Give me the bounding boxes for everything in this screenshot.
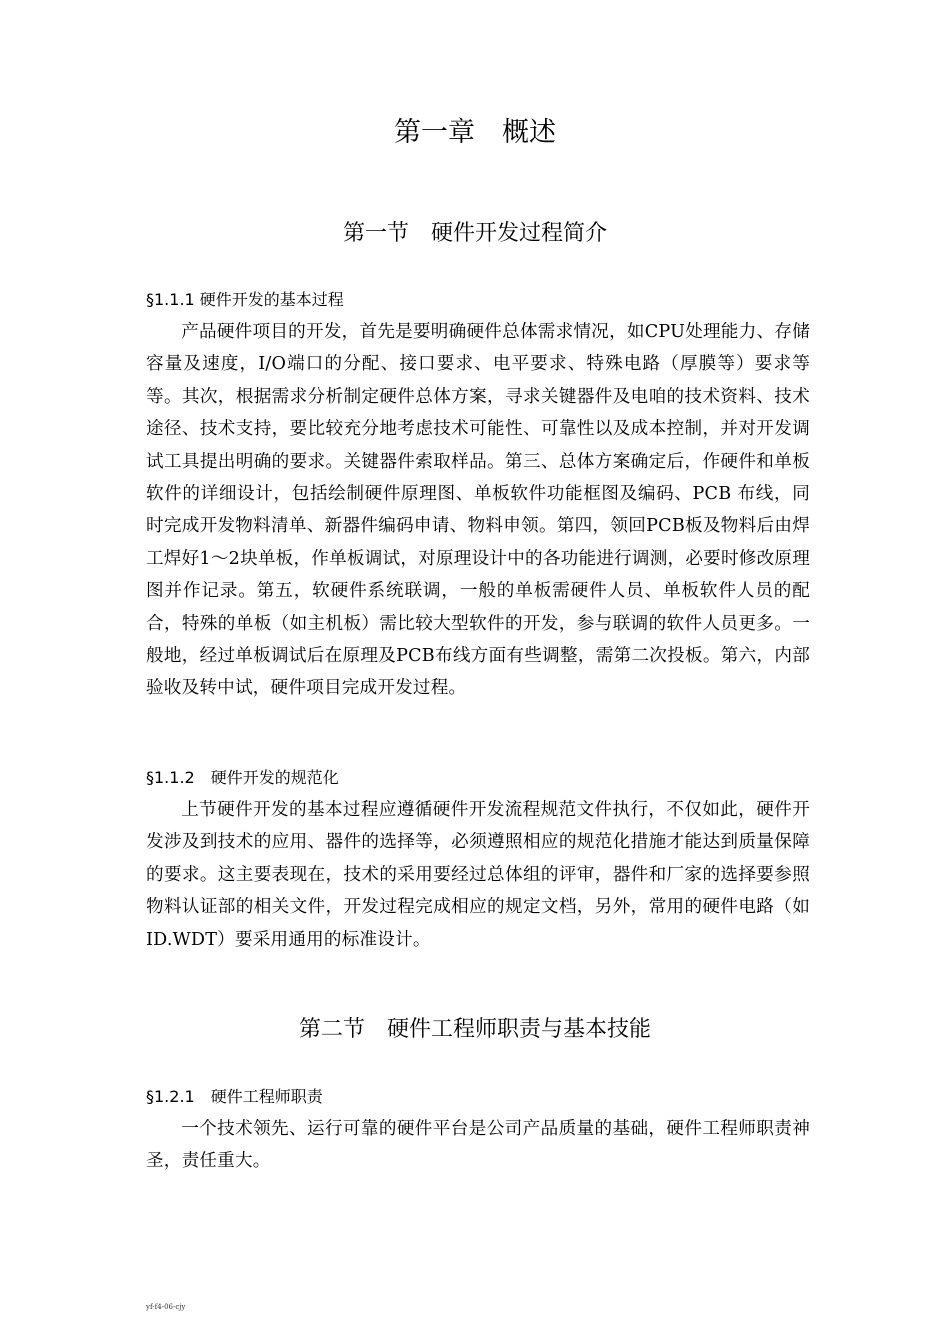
section-title-1: 第一节 硬件开发过程简介 [342, 221, 607, 246]
subsection-heading-1-2-1: §1.2.1 硬件工程师职责 [146, 1087, 323, 1106]
paragraph-1-1-2: 上节硬件开发的基本过程应遵循硬件开发流程规范文件执行，不仅如此，硬件开发涉及到技术的应用、器件的选择等，必须遵照相应的规范化措施才能达到质量保障的要求。这主要表现在，技术的采用要经过总体组的评审，器件和厂家的选择要参照物料认证部的相关文件，开发过程完成相应的规定文档，另外，常用的硬件电路（如ID.WDT）要采用通用的标准设计。 [146, 800, 810, 950]
chapter-title: 第一章 概述 [394, 117, 556, 148]
section-title-2: 第二节 硬件工程师职责与基本技能 [298, 1017, 651, 1042]
subsection-heading-1-1-1: §1.1.1 硬件开发的基本过程 [146, 290, 344, 309]
subsection-heading-1-1-2: §1.1.2 硬件开发的规范化 [146, 768, 339, 787]
paragraph-1-1-1: 产品硬件项目的开发，首先是要明确硬件总体需求情况，如CPU处理能力、存储容量及速度，I/O端口的分配、接口要求、电平要求、特殊电路（厚膜等）要求等等。其次，根据需求分析制定硬件总体方案，寻求关键器件及电咱的技术资料、技术途径、技术支持，要比较充分地考虑技术可能性、可靠性以及成本控制，并对开发调试工具提出明确的要求。关键器件索取样品。第三、总体方案确定后，作硬件和单板软件的详细设计，包括绘制硬件原理图、单板软件功能框图及编码、PCB 布线，同时完成开发物料清单、新器件编码申请、物料申领。第四，领回PCB板及物料后由焊工焊好1～2块单板，作单板调试，对原理设计中的各功能进行调测，必要时修改原理图并作记录。第五，软硬件系统联调，一般的单板需硬件人员、单板软件人员的配合，特殊的单板（如主机板）需比较大型软件的开发，参与联调的软件人员更多。一般地，经过单板调试后在原理及PCB布线方面有些调整，需第二次投板。第六，内部验收及转中试，硬件项目完成开发过程。 [146, 322, 810, 699]
paragraph-1-2-1: 一个技术领先、运行可靠的硬件平台是公司产品质量的基础，硬件工程师职责神圣，责任重大。 [146, 1119, 810, 1172]
footer-code: yf-f4-06-cjy [146, 1303, 186, 1311]
